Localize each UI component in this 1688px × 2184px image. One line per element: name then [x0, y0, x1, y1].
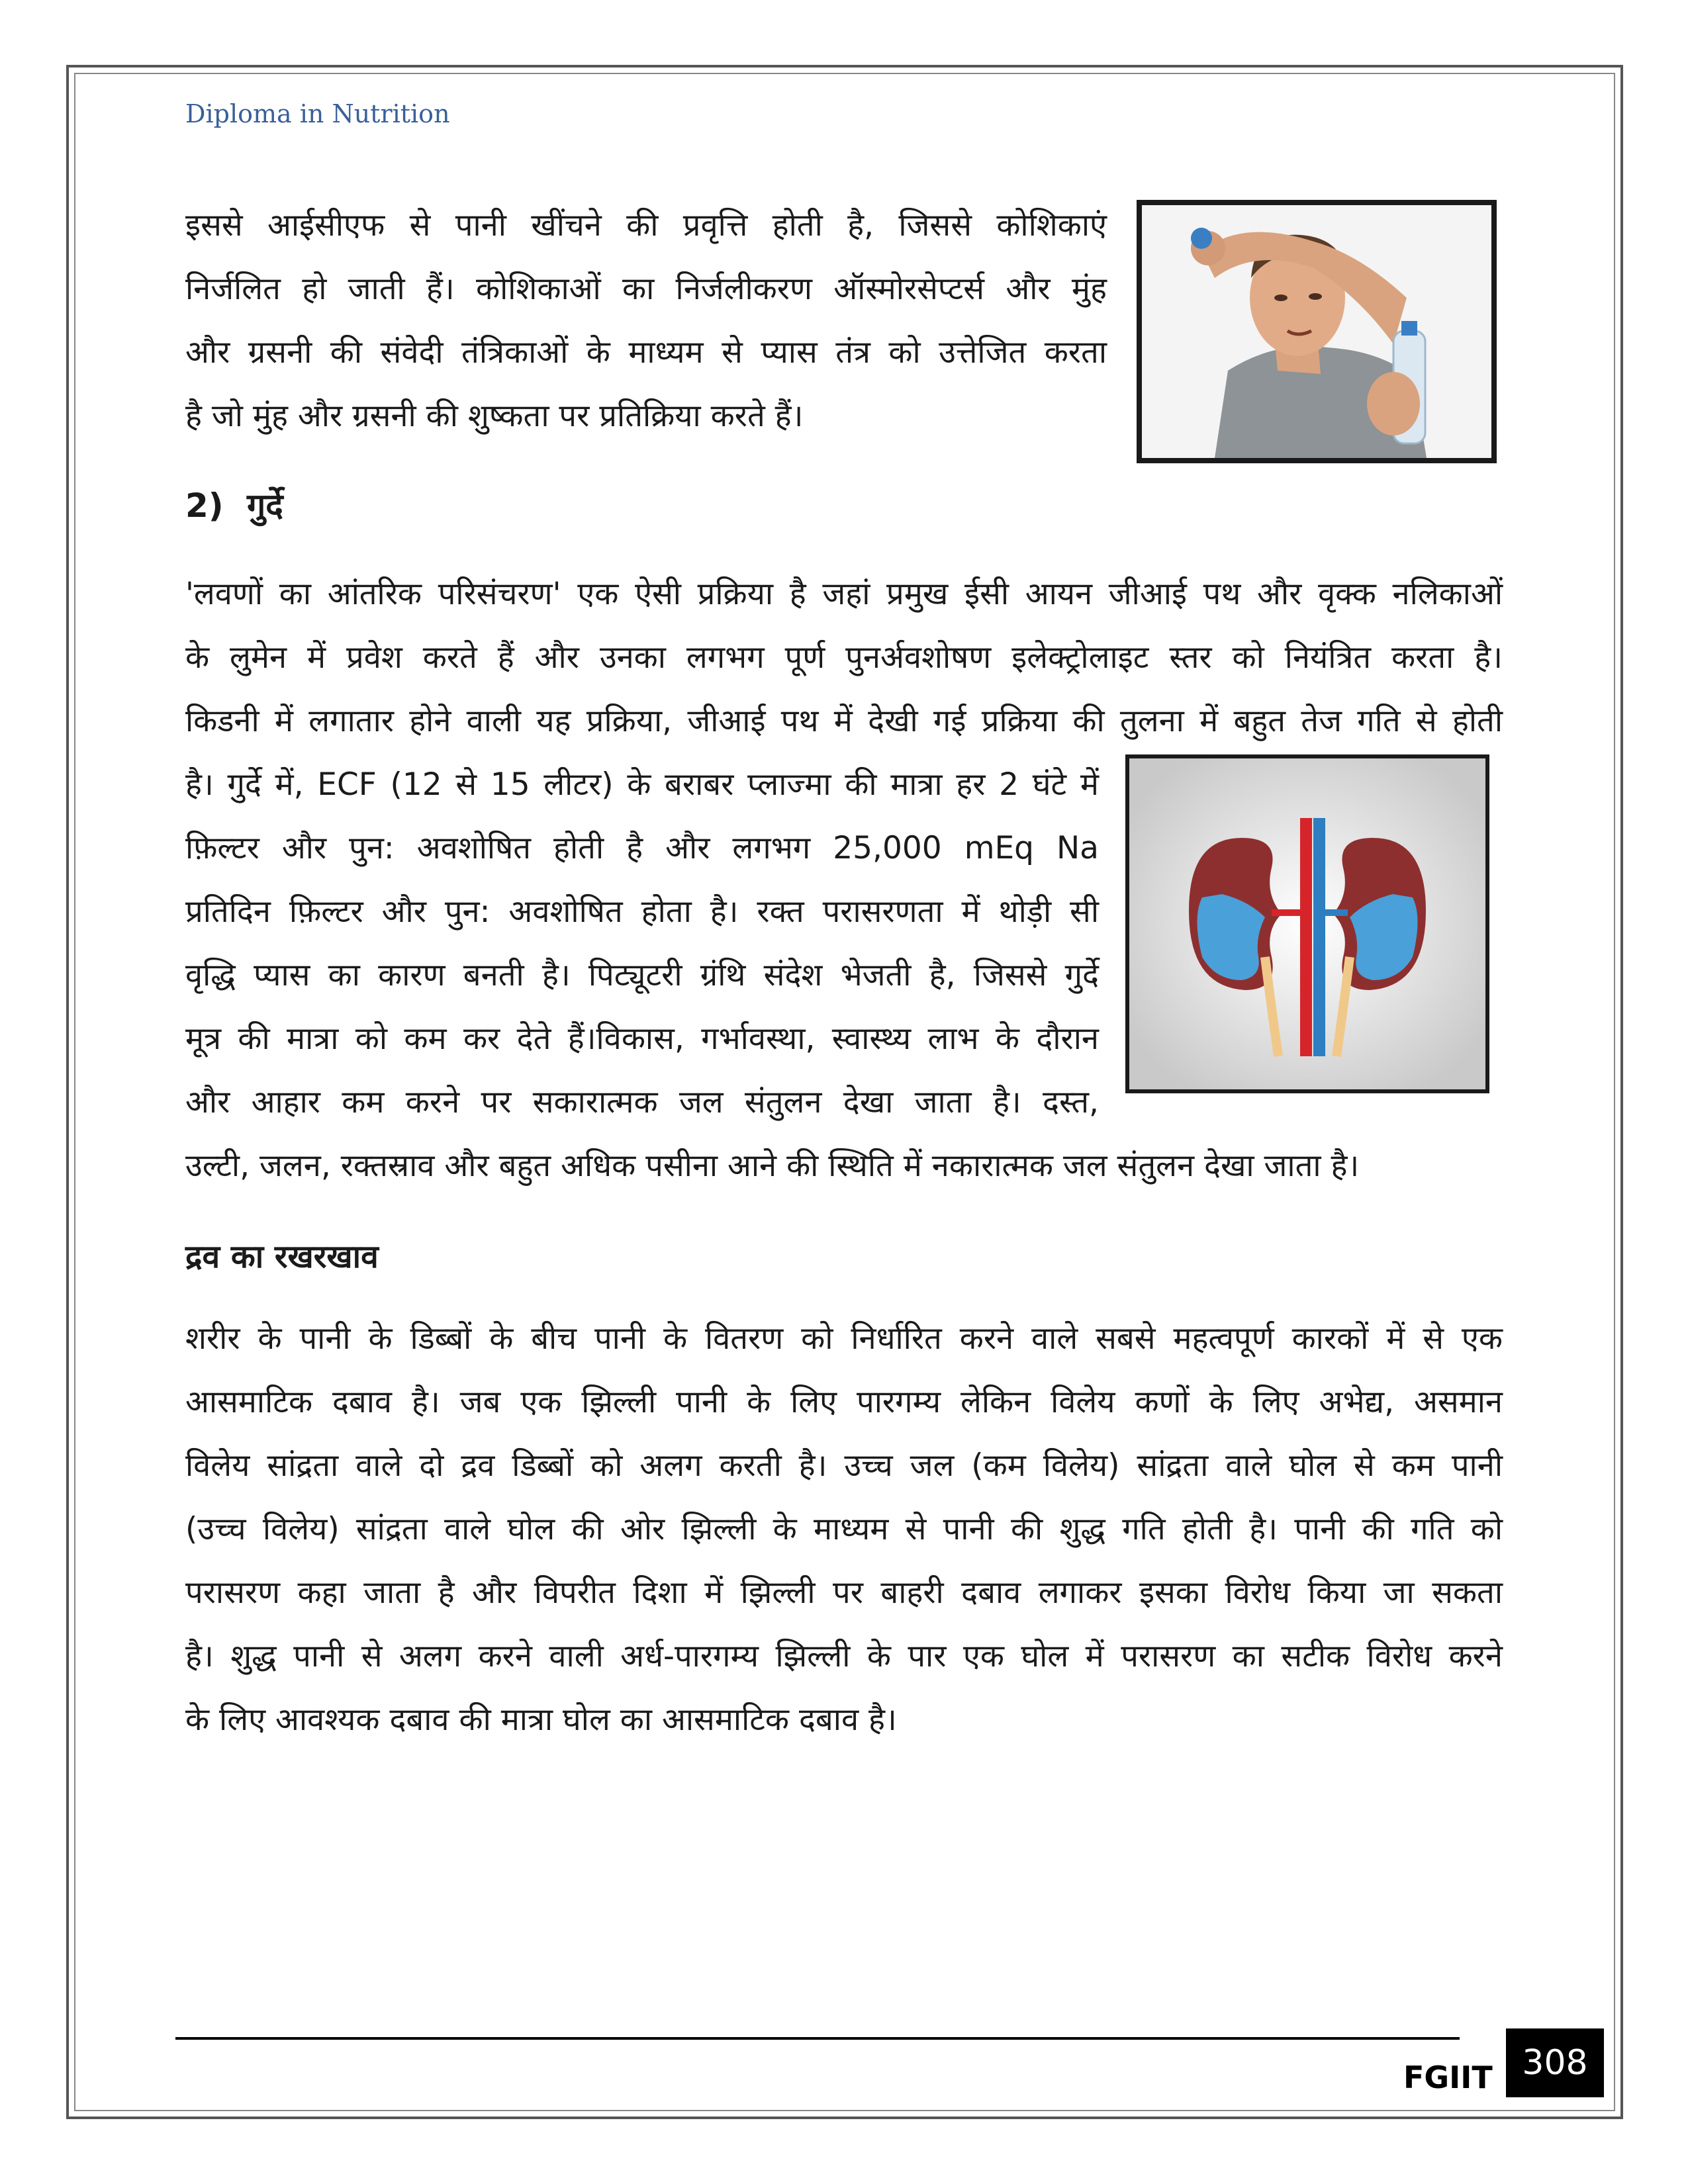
- text-line: वृद्धि प्यास का कारण बनती है। पिट्यूटरी ग्रंथि संदेश भेजती है, जिससे गुर्दे: [185, 957, 1099, 993]
- text-line: और आहार कम करने पर सकारात्मक जल संतुलन देखा जाता है। दस्त,: [185, 1084, 1099, 1120]
- section-heading-fluid-maintenance: द्रव का रखरखाव: [185, 1238, 379, 1275]
- text-line: है। शुद्ध पानी से अलग करने वाली अर्ध-पारगम्य झिल्ली के पार एक घोल में परासरण का सटीक विरोध करने: [185, 1638, 1503, 1674]
- text-line: फ़िल्टर और पुन: अवशोषित होती है और लगभग 25,000 mEq Na: [185, 830, 1099, 866]
- text-line: मूत्र की मात्रा को कम कर देते हैं।विकास, गर्भावस्था, स्वास्थ्य लाभ के दौरान: [185, 1021, 1099, 1057]
- section-heading-kidneys: [185, 482, 283, 527]
- thirsty-man-image: [1137, 200, 1497, 463]
- header-title: Diploma in Nutrition: [185, 99, 450, 128]
- text-line: (उच्च विलेय) सांद्रता वाले घोल की ओर झिल्ली के माध्यम से पानी की शुद्ध गति होती है। पानी की गति को: [185, 1511, 1503, 1547]
- text-line: परासरण कहा जाता है और विपरीत दिशा में झिल्ली पर बाहरी दबाव लगाकर इसका विरोध किया जा सकता: [185, 1574, 1503, 1611]
- kidney-image: [1125, 754, 1489, 1093]
- text-line: के लुमेन में प्रवेश करते हैं और उनका लगभग पूर्ण पुनर्अवशोषण इलेक्ट्रोलाइट स्तर को नियंत्रित करता है।: [185, 639, 1503, 676]
- text-line: और ग्रसनी की संवेदी तंत्रिकाओं के माध्यम से प्यास तंत्र को उत्तेजित करता: [185, 334, 1107, 371]
- text-line: विलेय सांद्रता वाले दो द्रव डिब्बों को अलग करती है। उच्च जल (कम विलेय) सांद्रता वाले घोल से कम पानी: [185, 1447, 1503, 1484]
- text-line: आसमाटिक दबाव है। जब एक झिल्ली पानी के लिए पारगम्य लेकिन विलेय कणों के लिए अभेद्य, असमान: [185, 1384, 1503, 1420]
- heading-text: गुर्दे: [247, 486, 283, 525]
- thirsty-man-illustration: [1142, 205, 1491, 458]
- text-line: किडनी में लगातार होने वाली यह प्रक्रिया, जीआई पथ में देखी गई प्रक्रिया की तुलना में बहुत तेज गति से होती: [185, 703, 1503, 739]
- text-line: है जो मुंह और ग्रसनी की शुष्कता पर प्रतिक्रिया करते हैं।: [185, 398, 804, 434]
- text-line: के लिए आवश्यक दबाव की मात्रा घोल का आसमाटिक दबाव है।: [185, 1702, 897, 1738]
- text-line: शरीर के पानी के डिब्बों के बीच पानी के वितरण को निर्धारित करने वाले सबसे महत्वपूर्ण कारकों में से एक: [185, 1320, 1503, 1357]
- text-line: प्रतिदिन फ़िल्टर और पुन: अवशोषित होता है। रक्त परासरणता में थोड़ी सी: [185, 893, 1099, 930]
- heading-number: 2): [185, 486, 224, 525]
- text-line: 'लवणों का आंतरिक परिसंचरण' एक ऐसी प्रक्रिया है जहां प्रमुख ईसी आयन जीआई पथ और वृक्क नलिकाओं: [185, 576, 1503, 612]
- kidney-illustration: [1129, 758, 1485, 1089]
- text-line: उल्टी, जलन, रक्तस्राव और बहुत अधिक पसीना आने की स्थिति में नकारात्मक जल संतुलन देखा जाता है।: [185, 1148, 1360, 1184]
- page-number: 308: [1506, 2028, 1604, 2097]
- text-line: निर्जलित हो जाती हैं। कोशिकाओं का निर्जलीकरण ऑस्मोरसेप्टर्स और मुंह: [185, 271, 1107, 307]
- text-line: इससे आईसीएफ से पानी खींचने की प्रवृत्ति होती है, जिससे कोशिकाएं: [185, 207, 1107, 244]
- footer-rule: [175, 2037, 1460, 2040]
- text-line: है। गुर्दे में, ECF (12 से 15 लीटर) के बराबर प्लाज्मा की मात्रा हर 2 घंटे में: [185, 766, 1099, 803]
- footer-brand: FGIIT: [1403, 2060, 1493, 2095]
